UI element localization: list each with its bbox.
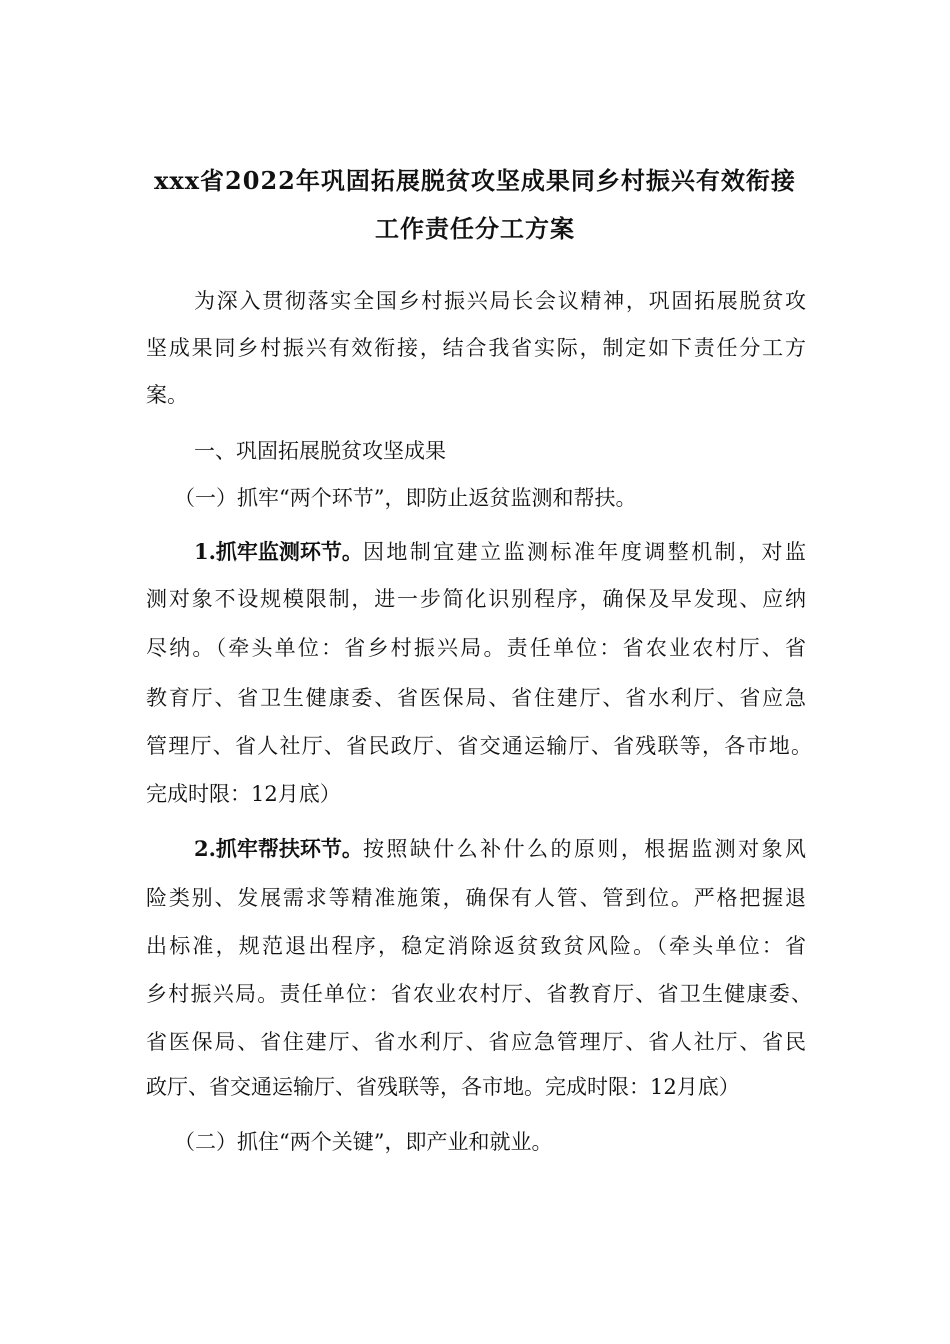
item1-lead: 1.抓牢监测环节。 xyxy=(194,539,363,564)
intro-line: 为深入贯彻落实全国乡村振兴局长会议精神，巩固拓展脱贫攻 xyxy=(194,289,806,313)
item2-line: 政厅、省交通运输厅、省残联等，各市地。完成时限：12月底） xyxy=(146,1075,740,1099)
item2-line: 省医保局、省住建厅、省水利厅、省应急管理厅、省人社厅、省民 xyxy=(146,1030,806,1054)
intro-line: 案。 xyxy=(146,383,188,407)
intro-line: 坚成果同乡村振兴有效衔接，结合我省实际，制定如下责任分工方 xyxy=(146,336,806,360)
item1-line: 测对象不设规模限制，进一步简化识别程序，确保及早发现、应纳 xyxy=(146,587,806,611)
item2-line: 出标准，规范退出程序，稳定消除返贫致贫风险。（牵头单位：省 xyxy=(146,934,806,958)
item2-line: 乡村振兴局。责任单位：省农业农村厅、省教育厅、省卫生健康委、 xyxy=(146,982,812,1006)
item2-line: 险类别、发展需求等精准施策，确保有人管、管到位。严格把握退 xyxy=(146,886,806,910)
section-heading: 一、巩固拓展脱贫攻坚成果 xyxy=(194,439,446,463)
subsection-heading: （一）抓牢“两个环节”，即防止返贫监测和帮扶。 xyxy=(174,486,637,510)
item1-line: 教育厅、省卫生健康委、省医保局、省住建厅、省水利厅、省应急 xyxy=(146,686,806,710)
item1-first-line xyxy=(194,538,806,566)
item2-text: 按照缺什么补什么的原则，根据监测对象风 xyxy=(362,837,806,861)
document-title-line-2: 工作责任分工方案 xyxy=(375,214,575,243)
item1-text: 因地制宜建立监测标准年度调整机制，对监 xyxy=(362,540,806,564)
item2-first-line xyxy=(194,835,806,863)
item1-line: 管理厅、省人社厅、省民政厅、省交通运输厅、省残联等，各市地。 xyxy=(146,734,812,758)
item1-line: 完成时限：12月底） xyxy=(146,782,341,806)
item2-lead: 2.抓牢帮扶环节。 xyxy=(194,836,363,861)
item1-line: 尽纳。（牵头单位：省乡村振兴局。责任单位：省农业农村厅、省 xyxy=(146,636,806,660)
subsection-heading: （二）抓住“两个关键”，即产业和就业。 xyxy=(174,1130,553,1154)
document-title-line-1: xxx省2022年巩固拓展脱贫攻坚成果同乡村振兴有效衔接 xyxy=(154,166,796,195)
